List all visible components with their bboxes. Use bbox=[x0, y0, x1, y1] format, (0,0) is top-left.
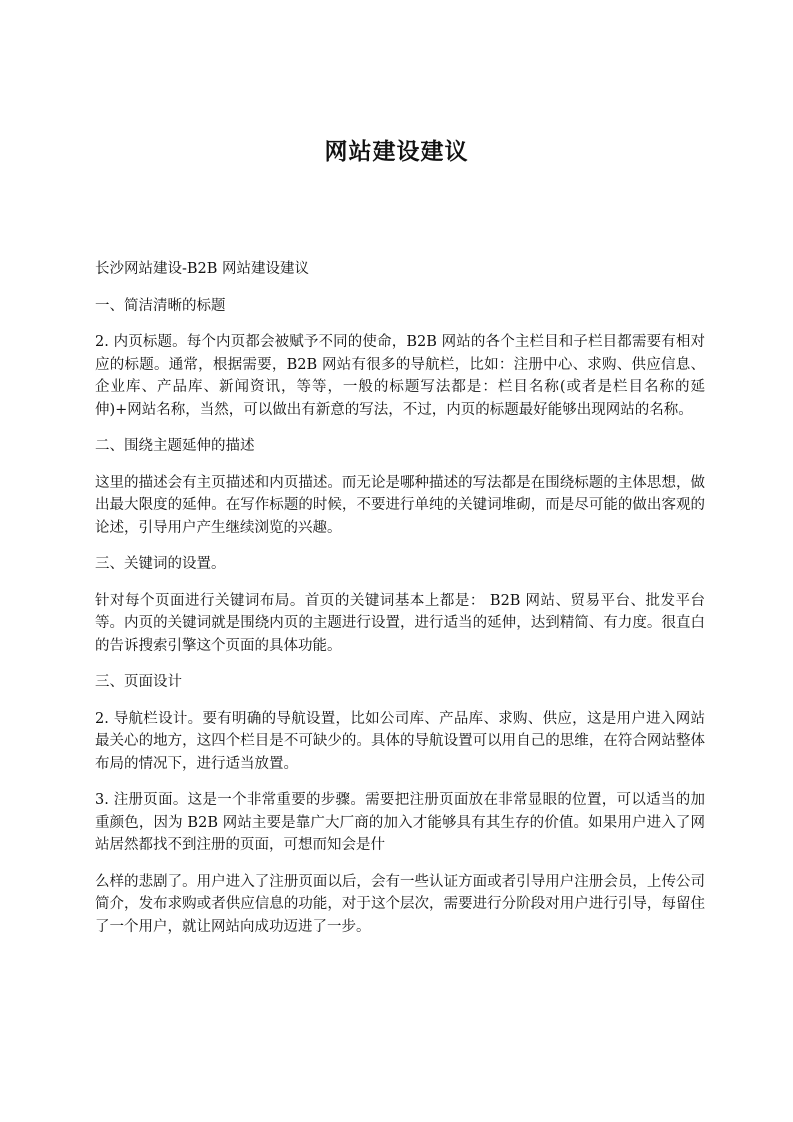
paragraph-description: 这里的描述会有主页描述和内页描述。而无论是哪种描述的写法都是在围绕标题的主体思想，做出最大限度的延伸。在写作标题的时候，不要进行单纯的关键词堆砌，而是尽可能的做出客观的论述，引导用户产生继续浏览的兴趣。 bbox=[95, 474, 705, 536]
paragraph-keywords: 针对每个页面进行关键词布局。首页的关键词基本上都是： B2B 网站、贸易平台、批发平台等。内页的关键词就是围绕内页的主题进行设置，进行适当的延伸，达到精简、有力度。很直白的告诉搜索引擎这个页面的具体功能。 bbox=[95, 592, 705, 654]
paragraph-registration-continued: 么样的悲剧了。用户进入了注册页面以后，会有一些认证方面或者引导用户注册会员，上传公司简介，发布求购或者供应信息的功能，对于这个层次，需要进行分阶段对用户进行引导，每留住了一个用户，就让网站向成功迈进了一步。 bbox=[95, 873, 705, 935]
paragraph-inner-page-title: 2. 内页标题。每个内页都会被赋予不同的使命，B2B 网站的各个主栏目和子栏目都需要有相对应的标题。通常，根据需要，B2B 网站有很多的导航栏，比如：注册中心、求购、供应信息、企业库、产品库、新闻资讯，等等，一般的标题写法都是：栏目名称(或者是栏目名称的延伸)+网站名称，当然，可以做出有新意的写法，不过，内页的标题最好能够出现网站的名称。 bbox=[95, 334, 705, 418]
section-heading-1: 一、简洁清晰的标题 bbox=[95, 297, 226, 314]
paragraph-navigation: 2. 导航栏设计。要有明确的导航设置，比如公司库、产品库、求购、供应，这是用户进入网站最关心的地方，这四个栏目是不可缺少的。具体的导航设置可以用自己的思维，在符合网站整体布局的情况下，进行适当放置。 bbox=[95, 710, 705, 772]
section-heading-3: 三、关键词的设置。 bbox=[95, 556, 226, 572]
document-subtitle: 长沙网站建设-B2B 网站建设建议 bbox=[95, 261, 310, 277]
section-heading-2: 二、围绕主题延伸的描述 bbox=[95, 438, 255, 454]
section-heading-4: 三、页面设计 bbox=[95, 674, 182, 690]
document-body bbox=[95, 258, 705, 952]
document-title: 网站建设建议 bbox=[324, 138, 469, 165]
paragraph-registration: 3. 注册页面。这是一个非常重要的步骤。需要把注册页面放在非常显眼的位置，可以适当的加重颜色，因为 B2B 网站主要是靠广大厂商的加入才能够具有其生存的价值。如果用户进入了网站居然都找不到注册的页面，可想而知会是什 bbox=[95, 792, 705, 853]
